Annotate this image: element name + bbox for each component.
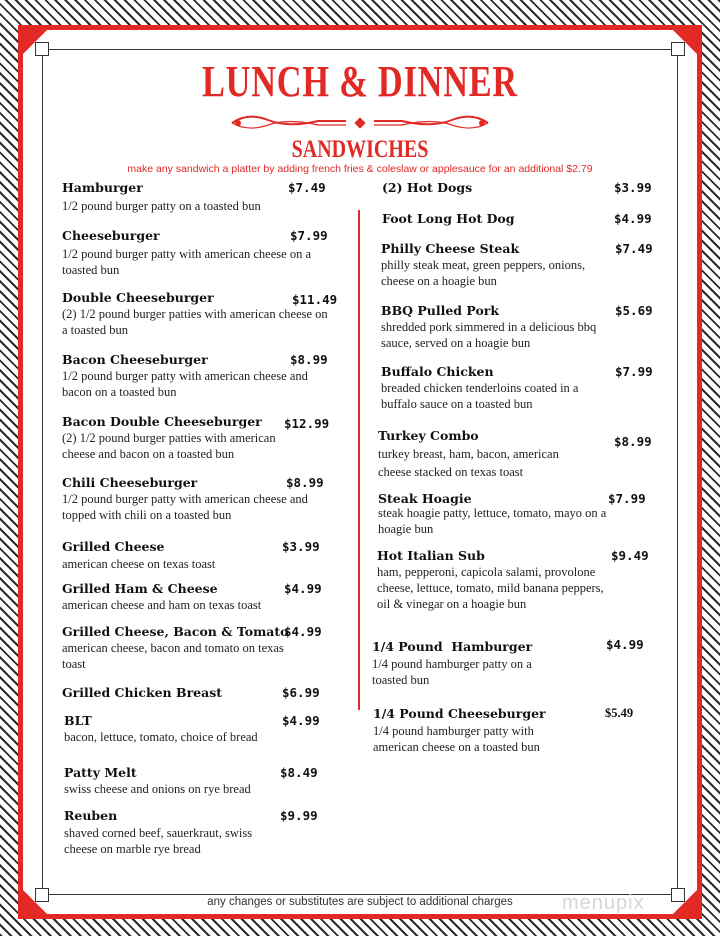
item-description: ham, pepperoni, capicola salami, provolone cheese, lettuce, tomato, mild banana peppers, oil & vinegar on a hoagie bun	[377, 565, 604, 611]
item-description: 1/4 pound hamburger patty on a toasted bun	[372, 657, 532, 687]
item-price: $7.99	[615, 364, 653, 379]
item-name: 1/4 Pound Cheeseburger	[373, 706, 546, 721]
frame-edge	[697, 25, 702, 919]
section-title: SANDWICHES	[291, 136, 429, 163]
column-divider	[358, 210, 360, 710]
item-price: $5.69	[615, 303, 653, 318]
item-description: american cheese, bacon and tomato on texas toast	[62, 641, 284, 671]
item-price: $8.49	[280, 765, 318, 780]
item-description: bacon, lettuce, tomato, choice of bread	[64, 730, 258, 744]
item-price: $4.99	[606, 637, 644, 652]
item-name: Hamburger	[62, 180, 143, 195]
item-price: $5.49	[605, 706, 634, 720]
item-description: steak hoagie patty, lettuce, tomato, mayo on a hoagie bun	[378, 506, 607, 536]
menu-title: LUNCH & DINNER	[202, 57, 518, 106]
item-price: $12.99	[284, 416, 330, 431]
item-name: Bacon Cheeseburger	[62, 352, 208, 367]
item-price: $4.99	[284, 624, 322, 639]
item-description: shaved corned beef, sauerkraut, swiss cheese on marble rye bread	[64, 826, 253, 856]
item-description: turkey breast, ham, bacon, american cheese stacked on texas toast	[378, 447, 559, 479]
item-name: Hot Italian Sub	[377, 548, 485, 563]
item-description: american cheese and ham on texas toast	[62, 598, 262, 612]
item-description: 1/4 pound hamburger patty with american cheese on a toasted bun	[373, 724, 540, 754]
item-price: $3.99	[614, 180, 652, 195]
item-description: 1/2 pound burger patty on a toasted bun	[62, 199, 261, 213]
item-name: Philly Cheese Steak	[381, 241, 520, 256]
item-name: Double Cheeseburger	[62, 290, 214, 305]
item-name: Cheeseburger	[62, 228, 160, 243]
item-price: $6.99	[282, 685, 320, 700]
item-price: $11.49	[292, 292, 338, 307]
ornament-flourish	[228, 110, 492, 136]
item-price: $9.99	[280, 808, 318, 823]
item-price: $4.99	[284, 581, 322, 596]
item-name: 1/4 Pound Hamburger	[372, 639, 533, 654]
item-description: breaded chicken tenderloins coated in a buffalo sauce on a toasted bun	[381, 381, 579, 411]
item-description: (2) 1/2 pound burger patties with american cheese and bacon on a toasted bun	[62, 431, 276, 461]
item-name: Patty Melt	[64, 765, 137, 780]
item-description: philly steak meat, green peppers, onions, cheese on a hoagie bun	[381, 258, 586, 288]
item-description: 1/2 pound burger patty with american cheese and topped with chili on a toasted bun	[62, 492, 308, 522]
item-name: BLT	[64, 713, 92, 728]
item-name: Grilled Cheese, Bacon & Tomato	[62, 624, 289, 639]
frame-edge	[18, 25, 702, 30]
item-price: $4.99	[614, 211, 652, 226]
item-description: 1/2 pound burger patty with american cheese on a toasted bun	[62, 247, 311, 277]
platter-note: make any sandwich a platter by adding french fries & coleslaw or applesauce for an additional $2.79	[127, 163, 593, 175]
item-description: (2) 1/2 pound burger patties with american cheese on a toasted bun	[62, 307, 328, 337]
border-notch	[35, 42, 49, 56]
frame-edge	[18, 25, 23, 919]
item-name: Bacon Double Cheeseburger	[62, 414, 262, 429]
item-name: Buffalo Chicken	[381, 364, 494, 379]
item-price: $7.99	[290, 228, 328, 243]
item-name: Foot Long Hot Dog	[382, 211, 515, 226]
item-name: BBQ Pulled Pork	[381, 303, 500, 318]
item-name: Reuben	[64, 808, 118, 823]
item-price: $7.49	[288, 180, 326, 195]
item-description: swiss cheese and onions on rye bread	[64, 782, 251, 796]
item-price: $8.99	[614, 434, 652, 449]
item-price: $7.49	[615, 241, 653, 256]
footer-note: any changes or substitutes are subject to additional charges	[207, 896, 513, 908]
item-price: $4.99	[282, 713, 320, 728]
item-description: shredded pork simmered in a delicious bbq sauce, served on a hoagie bun	[381, 320, 597, 350]
item-name: Grilled Chicken Breast	[62, 685, 223, 700]
item-name: Chili Cheeseburger	[62, 475, 198, 490]
item-name: Turkey Combo	[378, 428, 479, 443]
item-name: Steak Hoagie	[378, 491, 472, 506]
item-name: Grilled Ham & Cheese	[62, 581, 218, 596]
watermark-logo: menupix	[562, 892, 645, 914]
item-description: american cheese on texas toast	[62, 557, 216, 571]
item-description: 1/2 pound burger patty with american cheese and bacon on a toasted bun	[62, 369, 308, 399]
item-price: $9.49	[611, 548, 649, 563]
item-price: $8.99	[290, 352, 328, 367]
item-price: $3.99	[282, 539, 320, 554]
item-name: Grilled Cheese	[62, 539, 165, 554]
border-notch	[671, 42, 685, 56]
item-price: $7.99	[608, 491, 646, 506]
item-name: (2) Hot Dogs	[382, 180, 473, 195]
item-price: $8.99	[286, 475, 324, 490]
